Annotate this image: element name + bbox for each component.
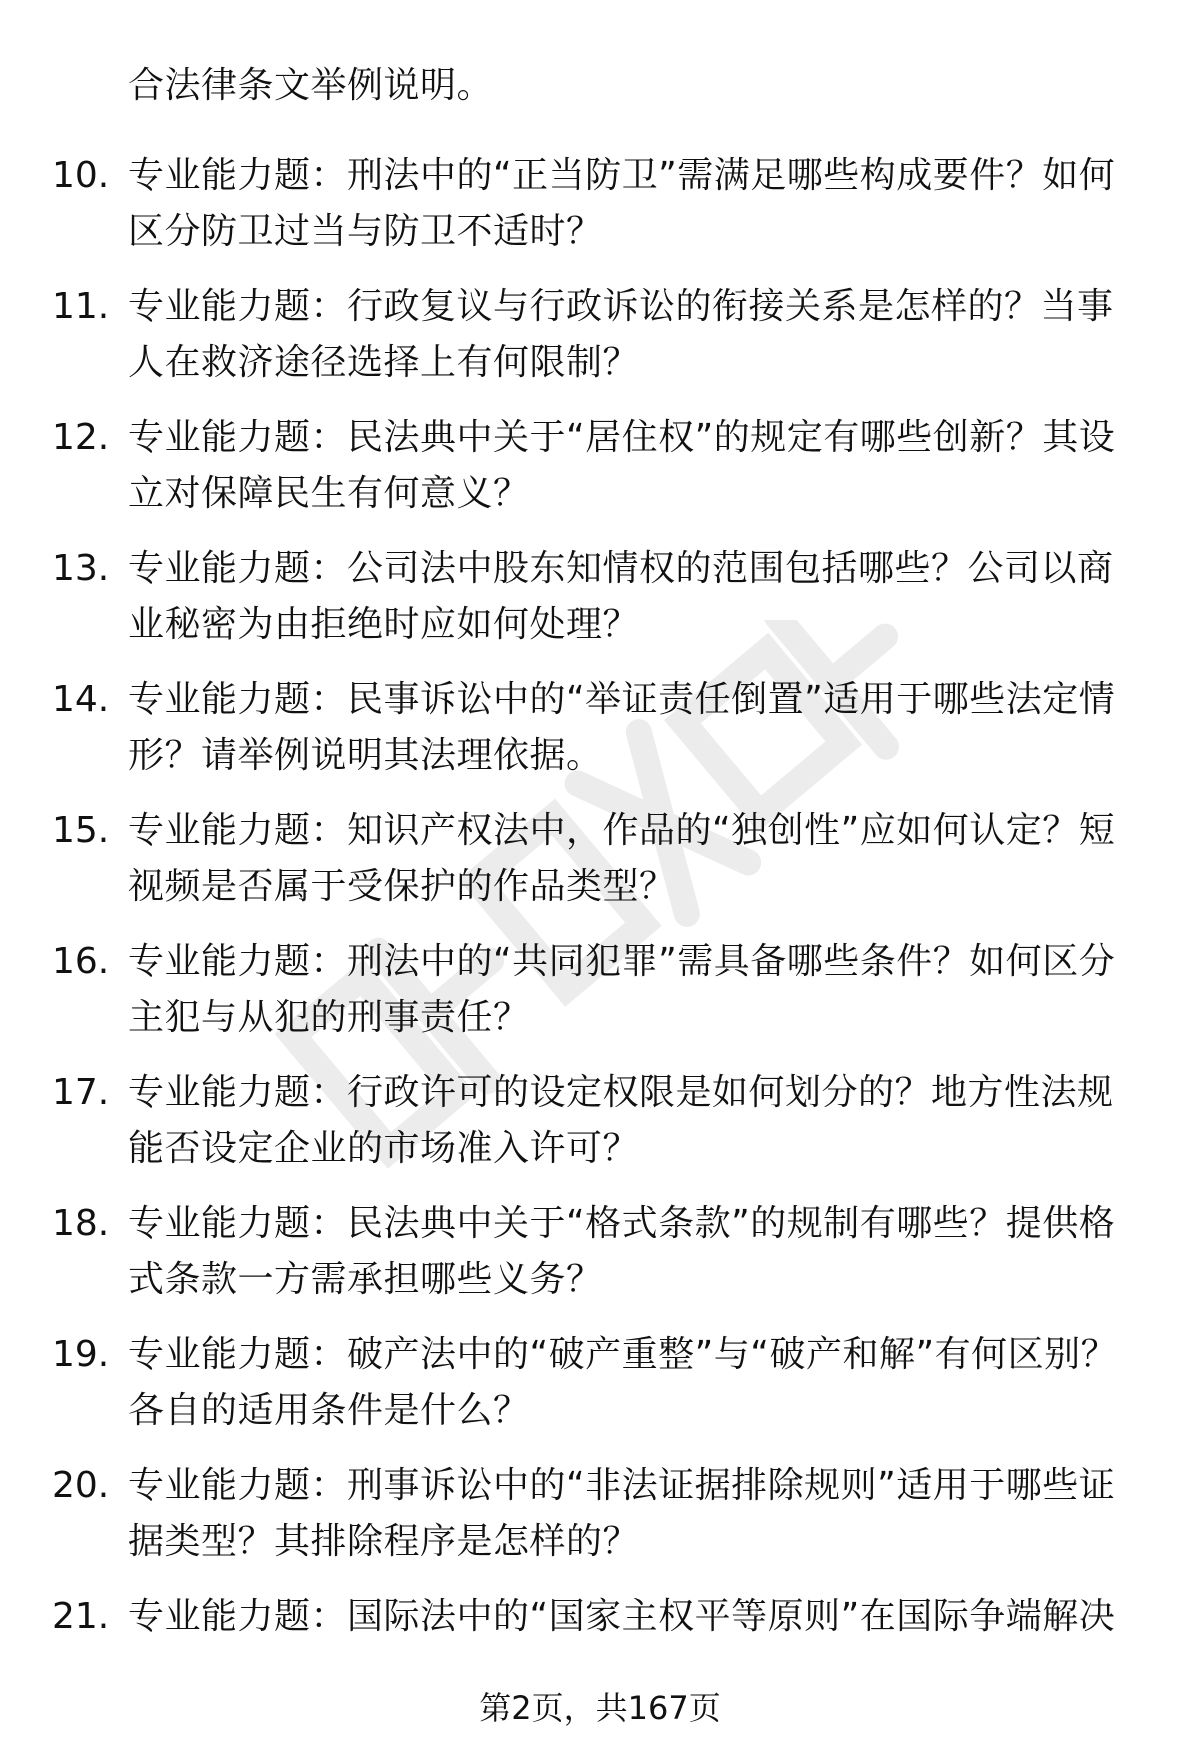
question-text: 专业能力题：民事诉讼中的“举证责任倒置”适用于哪些法定情形？请举例说明其法理依据。 — [128, 679, 1116, 776]
question-number: 17. — [52, 1072, 110, 1113]
question-number: 12. — [52, 417, 110, 458]
question-text: 专业能力题：刑法中的“正当防卫”需满足哪些构成要件？如何区分防卫过当与防卫不适时？ — [128, 155, 1116, 252]
question-number: 19. — [52, 1334, 110, 1375]
question-text: 专业能力题：民法典中关于“居住权”的规定有哪些创新？其设立对保障民生有何意义？ — [128, 417, 1116, 514]
question-item — [0, 1065, 1200, 1196]
question-item — [0, 1458, 1200, 1589]
question-number: 10. — [52, 155, 110, 196]
question-text: 专业能力题：破产法中的“破产重整”与“破产和解”有何区别？各自的适用条件是什么？ — [128, 1334, 1118, 1431]
question-number: 14. — [52, 679, 110, 720]
question-text: 专业能力题：知识产权法中，作品的“独创性”应如何认定？短视频是否属于受保护的作品类型？ — [128, 810, 1116, 907]
question-number: 20. — [52, 1465, 110, 1506]
question-text: 专业能力题：行政许可的设定权限是如何划分的？地方性法规能否设定企业的市场准入许可？ — [128, 1072, 1114, 1169]
question-text: 专业能力题：刑法中的“共同犯罪”需具备哪些条件？如何区分主犯与从犯的刑事责任？ — [128, 941, 1116, 1038]
question-number: 11. — [52, 286, 110, 327]
question-text: 专业能力题：公司法中股东知情权的范围包括哪些？公司以商业秘密为由拒绝时应如何处理？ — [128, 548, 1114, 645]
question-text: 专业能力题：民法典中关于“格式条款”的规制有哪些？提供格式条款一方需承担哪些义务？ — [128, 1203, 1116, 1300]
question-item — [0, 279, 1200, 410]
continuation-text: 合法律条文举例说明。 — [128, 65, 494, 106]
question-item — [0, 148, 1200, 279]
question-number: 18. — [52, 1203, 110, 1244]
question-item — [0, 1196, 1200, 1327]
question-text: 专业能力题：国际法中的“国家主权平等原则”在国际争端解决 — [128, 1596, 1116, 1637]
question-text: 专业能力题：刑事诉讼中的“非法证据排除规则”适用于哪些证据类型？其排除程序是怎样的？ — [128, 1465, 1116, 1562]
question-item — [0, 410, 1200, 541]
question-item — [0, 541, 1200, 672]
question-text: 专业能力题：行政复议与行政诉讼的衔接关系是怎样的？当事人在救济途径选择上有何限制？ — [128, 286, 1114, 383]
question-list — [0, 148, 1200, 1720]
question-item — [0, 934, 1200, 1065]
page-footer: 第2页，共167页 — [479, 1689, 721, 1727]
question-number: 15. — [52, 810, 110, 851]
question-number: 16. — [52, 941, 110, 982]
question-item — [0, 803, 1200, 934]
question-number: 13. — [52, 548, 110, 589]
question-item — [0, 1327, 1200, 1458]
question-number: 21. — [52, 1596, 110, 1637]
question-item — [0, 672, 1200, 803]
